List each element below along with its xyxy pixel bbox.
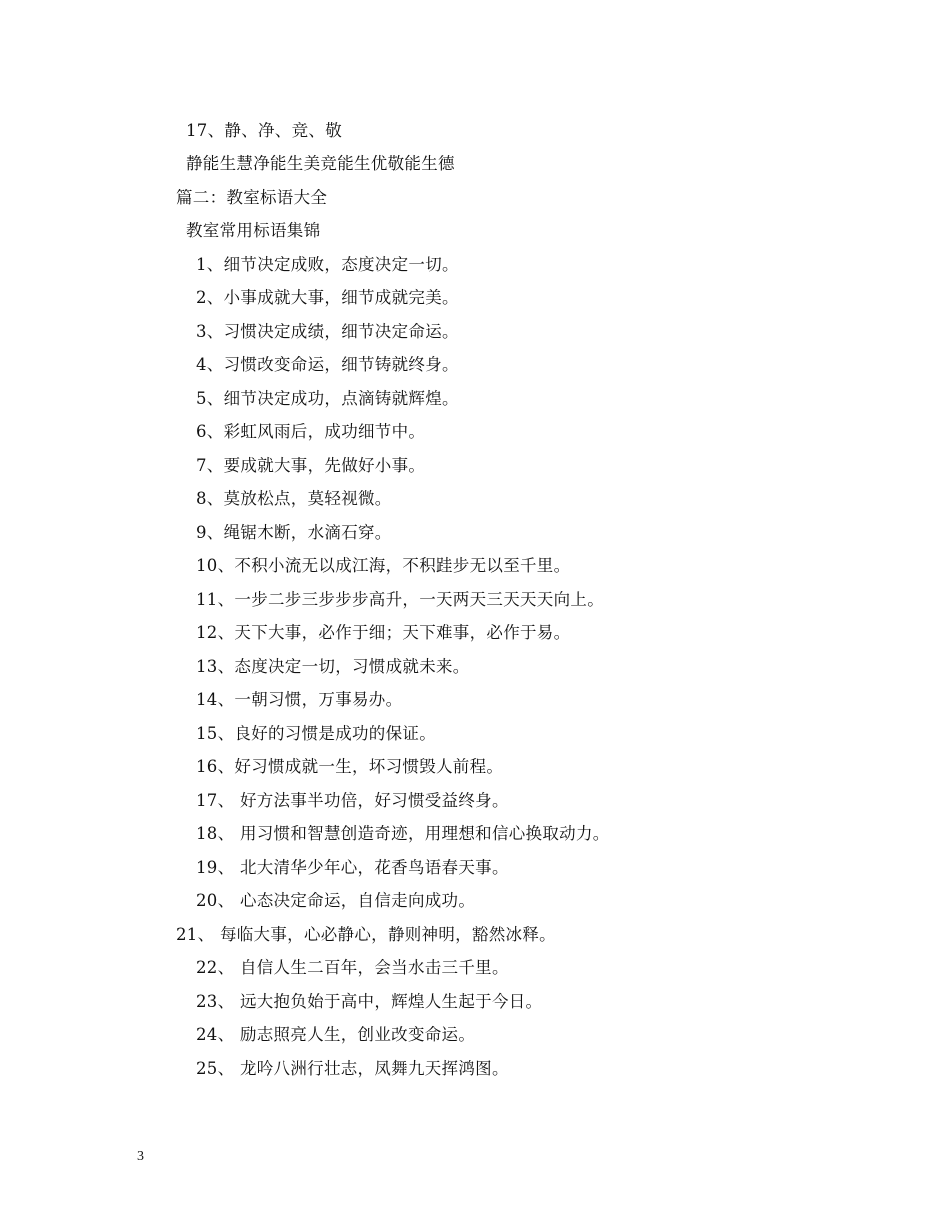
list-item-12: 12、天下大事，必作于细；天下难事，必作于易。 [196, 623, 571, 642]
list-item-21: 21、 每临大事，心必静心，静则神明，豁然冰释。 [176, 925, 556, 944]
list-item-19: 19、 北大清华少年心，花香鸟语春天事。 [196, 858, 509, 877]
list-item-15: 15、良好的习惯是成功的保证。 [196, 724, 436, 743]
list-item-20: 20、 心态决定命运，自信走向成功。 [196, 891, 476, 910]
text-line-1: 17、静、净、竞、敬 [186, 121, 342, 140]
list-item-1: 1、细节决定成败，态度决定一切。 [196, 255, 459, 274]
page-number: 3 [137, 1149, 144, 1164]
list-item-22: 22、 自信人生二百年，会当水击三千里。 [196, 958, 509, 977]
list-item-14: 14、一朝习惯，万事易办。 [196, 690, 403, 709]
section-heading: 篇二：教室标语大全 [176, 188, 328, 207]
list-item-2: 2、小事成就大事，细节成就完美。 [196, 288, 459, 307]
list-item-8: 8、莫放松点，莫轻视微。 [196, 489, 392, 508]
list-item-9: 9、绳锯木断，水滴石穿。 [196, 523, 392, 542]
list-item-24: 24、 励志照亮人生，创业改变命运。 [196, 1025, 476, 1044]
list-item-10: 10、不积小流无以成江海，不积跬步无以至千里。 [196, 556, 571, 575]
list-item-7: 7、要成就大事，先做好小事。 [196, 456, 426, 475]
list-item-6: 6、彩虹风雨后，成功细节中。 [196, 422, 426, 441]
list-item-16: 16、好习惯成就一生，坏习惯毁人前程。 [196, 757, 504, 776]
list-item-11: 11、一步二步三步步步高升，一天两天三天天天向上。 [196, 590, 604, 609]
list-item-3: 3、习惯决定成绩，细节决定命运。 [196, 322, 459, 341]
list-item-4: 4、习惯改变命运，细节铸就终身。 [196, 355, 459, 374]
list-item-25: 25、 龙吟八洲行壮志，凤舞九天挥鸿图。 [196, 1059, 509, 1078]
list-item-13: 13、态度决定一切，习惯成就未来。 [196, 657, 470, 676]
list-item-23: 23、 远大抱负始于高中，辉煌人生起于今日。 [196, 992, 543, 1011]
section-subheading: 教室常用标语集锦 [186, 221, 321, 240]
list-item-18: 18、 用习惯和智慧创造奇迹，用理想和信心换取动力。 [196, 824, 610, 843]
list-item-5: 5、细节决定成功，点滴铸就辉煌。 [196, 389, 459, 408]
text-line-2: 静能生慧净能生美竞能生优敬能生德 [186, 154, 455, 173]
list-item-17: 17、 好方法事半功倍，好习惯受益终身。 [196, 791, 509, 810]
